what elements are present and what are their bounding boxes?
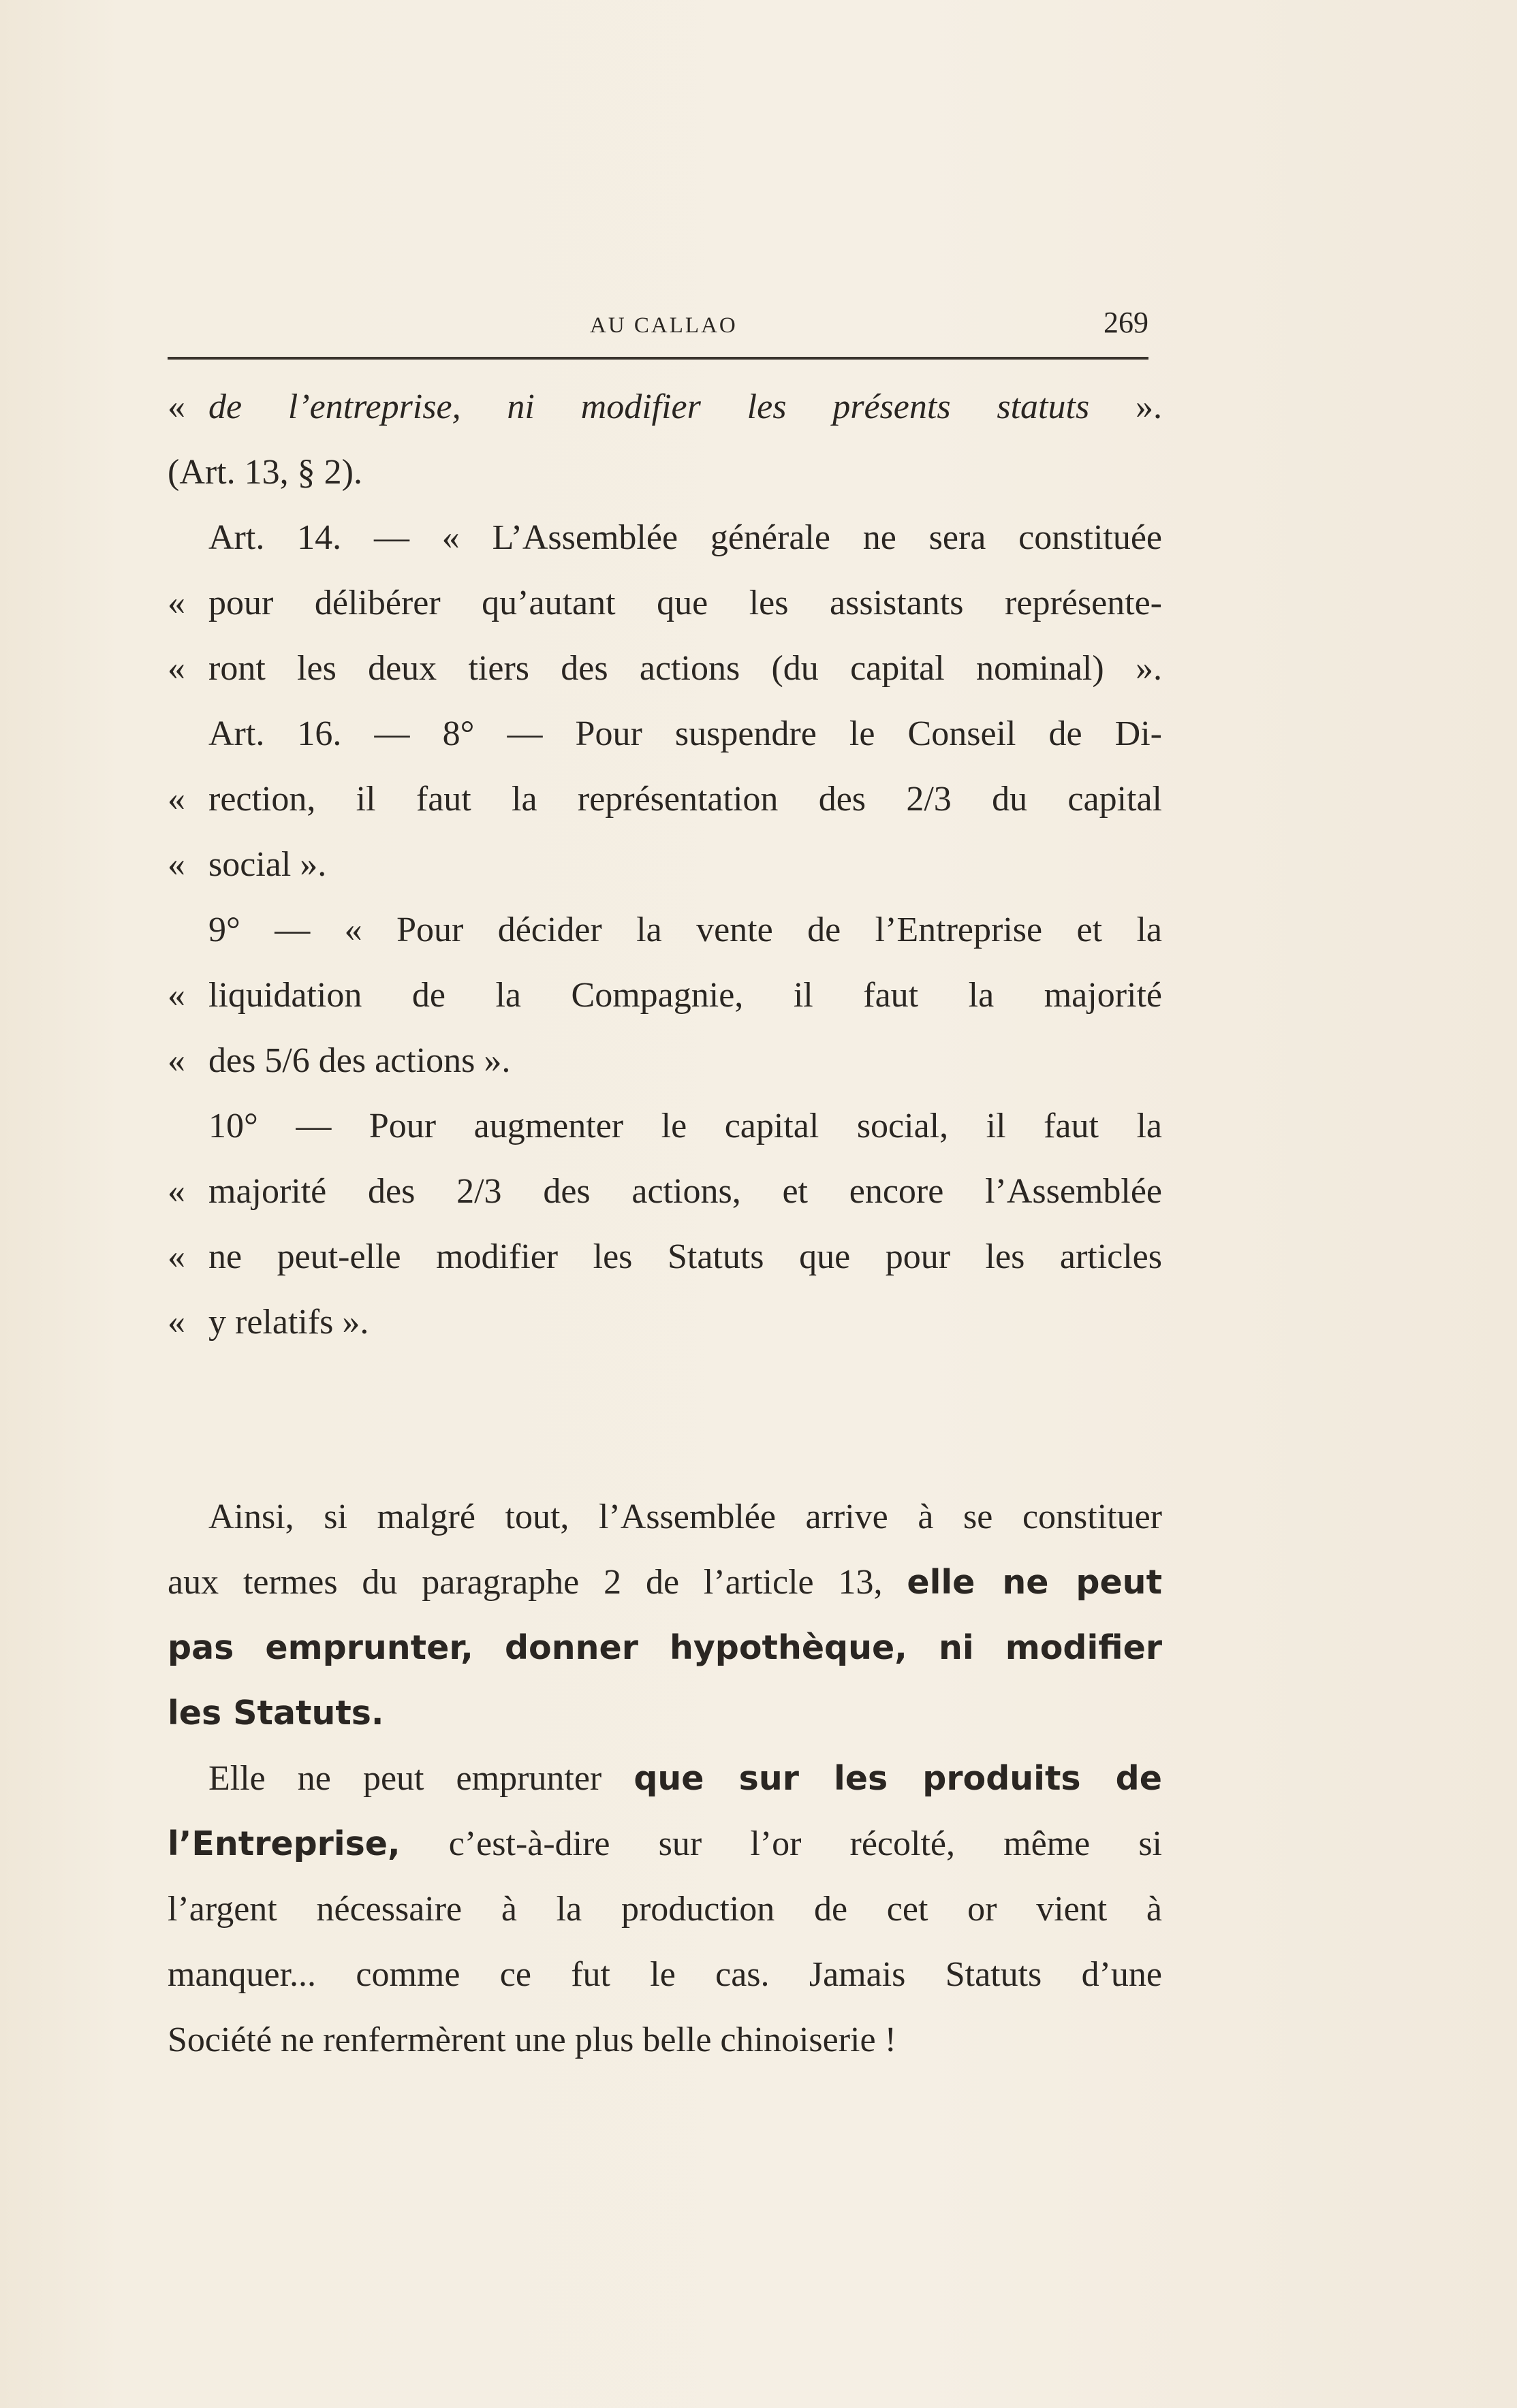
text-line: « de l’entreprise, ni modifier les présents statuts ». bbox=[168, 387, 1162, 426]
quoted-statutes-block bbox=[168, 375, 1162, 1355]
text-line: Art. 16. — 8° — Pour suspendre le Conseil de Di- bbox=[208, 714, 1162, 753]
text-line: 10° — Pour augmenter le capital social, il faut la bbox=[208, 1107, 1162, 1145]
text-line: « ne peut-elle modifier les Statuts que pour les articles bbox=[168, 1237, 1162, 1276]
text-line: « majorité des 2/3 des actions, et encore l’Assemblée bbox=[168, 1172, 1162, 1211]
text-line: manquer... comme ce fut le cas. Jamais Statuts d’une bbox=[168, 1955, 1162, 1994]
text-line: l’argent nécessaire à la production de cet or vient à bbox=[168, 1890, 1162, 1929]
bold-line: pas emprunter, donner hypothèque, ni modifier bbox=[168, 1628, 1162, 1667]
text-line: « y relatifs ». bbox=[168, 1303, 369, 1342]
page-header bbox=[168, 300, 1148, 347]
text-line: aux termes du paragraphe 2 de l’article 13, elle ne peut bbox=[168, 1563, 1162, 1602]
running-head: AU CALLAO bbox=[590, 313, 738, 338]
text-line: « rection, il faut la représentation des 2/3 du capital bbox=[168, 780, 1162, 819]
bold-phrase: elle ne peut bbox=[907, 1563, 1162, 1602]
header-rule bbox=[168, 357, 1148, 360]
text-line: Elle ne peut emprunter que sur les produits de bbox=[208, 1759, 1162, 1798]
italic-phrase: de l’entreprise, ni modifier les présents statuts bbox=[208, 387, 1090, 426]
text-line: Art. 14. — « L’Assemblée générale ne sera constituée bbox=[208, 518, 1162, 557]
text-line: « liquidation de la Compagnie, il faut la majorité bbox=[168, 976, 1162, 1015]
bold-phrase: que sur les produits de bbox=[634, 1759, 1162, 1798]
page-number: 269 bbox=[1104, 306, 1148, 339]
text-line: Ainsi, si malgré tout, l’Assemblée arrive à se constituer bbox=[208, 1498, 1162, 1536]
bold-line: les Statuts. bbox=[168, 1694, 384, 1732]
text-line: 9° — « Pour décider la vente de l’Entreprise et la bbox=[208, 910, 1162, 949]
text-line: Société ne renfermèrent une plus belle chinoiserie ! bbox=[168, 2021, 896, 2059]
bold-phrase: l’Entreprise, bbox=[168, 1824, 401, 1863]
text-line: « social ». bbox=[168, 845, 327, 884]
commentary-block bbox=[168, 1485, 1162, 2073]
text-line: (Art. 13, § 2). bbox=[168, 453, 362, 492]
text-line: « pour délibérer qu’autant que les assistants représente- bbox=[168, 584, 1162, 622]
text-line: « ront les deux tiers des actions (du capital nominal) ». bbox=[168, 649, 1162, 688]
text-line: « des 5/6 des actions ». bbox=[168, 1041, 511, 1080]
text-line: l’Entreprise, c’est-à-dire sur l’or récolté, même si bbox=[168, 1824, 1162, 1863]
